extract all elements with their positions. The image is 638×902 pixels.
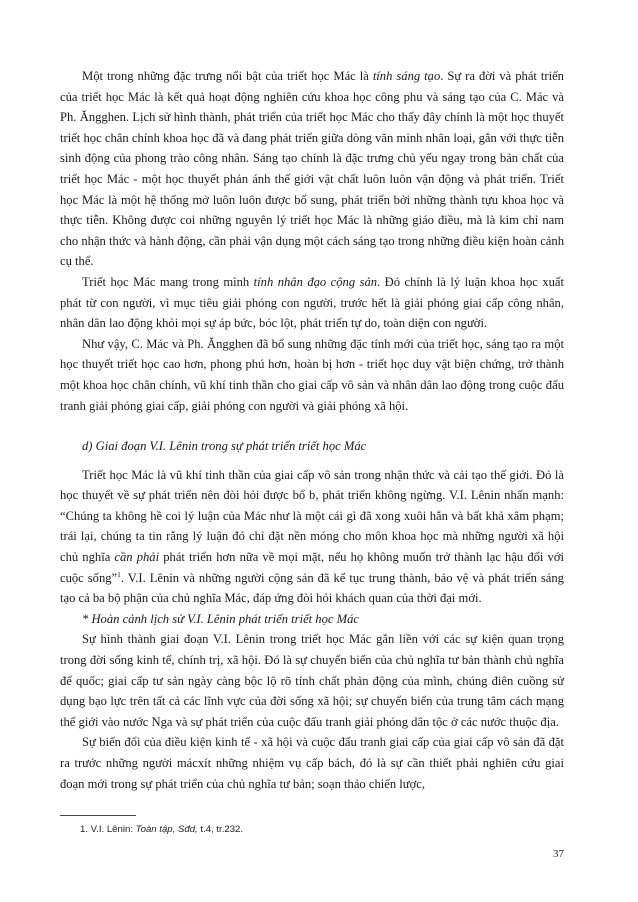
text-run: Triết học Mác mang trong mình	[82, 274, 254, 289]
paragraph-lenin-intro	[60, 465, 564, 609]
text-run: phát triển hơn nữa về mọi mặt, nếu họ không muốn trở thành lạc hậu đối với cuộc sống”	[60, 550, 565, 585]
body-text	[60, 66, 564, 794]
paragraph-humanism	[60, 272, 564, 334]
text-run: . Sự ra đời và phát triển của triết học Mác là kết quả hoạt động nghiên cứu khoa học công phu và sáng tạo của C. Mác và Ph. Ăngghen. Lịch sử hình thành, phát triển của triết học Mác cho thấy đây chính là một học thuyết triết học chân chính khoa học đã và đang phát triển giữa dòng văn minh nhân loại, gắn với thực tiễn sinh động của phong trào công nhân. Sáng tạo chính là đặc trưng chủ yếu ngay trong bản chất của triết học Mác - một học thuyết phản ánh thế giới vật chất luôn luôn vận động và phát triển. Triết học Mác là một hệ thống mở luôn luôn được bổ sung, phát triển bởi những thành tựu khoa học và thực tiễn. Không được coi những nguyên lý triết học Mác là những giáo điều, mà là kim chỉ nam cho nhận thức và hành động, cần phải vận dụng một cách sáng tạo trong những điều kiện hoàn cảnh cụ thể.	[60, 69, 564, 269]
footnote-marker[interactable]: 1	[117, 569, 121, 579]
text-run: . V.I. Lênin và những người cộng sản đã kế tục trung thành, bảo vệ và phát triển sáng tạo cả ba bộ phận của chủ nghĩa Mác, đáp ứng đòi hỏi khách quan của thời đại mới.	[60, 570, 564, 606]
emphasis: cần phải	[114, 550, 160, 565]
footnote-emphasis: Toàn tập, Sđd,	[135, 824, 198, 835]
paragraph-economic-changes: Sự biến đổi của điều kiện kinh tế - xã hội và cuộc đấu tranh giai cấp của giai cấp vô sản đã đặt ra trước những người mácxít những nhiệm vụ cấp bách, đó là sự cần thiết phải nghiên cứu giai đoạn mới trong sự phát triển của chủ nghĩa tư bản; soạn thảo chiến lược,	[60, 735, 564, 791]
paragraph-historical-context: Sự hình thành giai đoạn V.I. Lênin trong triết học Mác gắn liền với các sự kiện quan trọng trong đời sống kinh tế, chính trị, xã hội. Đó là sự chuyển biến của chủ nghĩa tư bản thành chủ nghĩa đế quốc; giai cấp tư sản ngày càng bộc lộ rõ tính chất phản động của mình, chúng điên cuồng sử dụng bạo lực trên tất cả các lĩnh vực của đời sống xã hội; sự chuyển biến của trung tâm cách mạng thế giới vào nước Nga và sự phát triển của cuộc đấu tranh giải phóng dân tộc ở các nước thuộc địa.	[60, 632, 564, 729]
emphasis: tính sáng tạo	[372, 69, 441, 83]
page-number: 37	[553, 848, 564, 860]
emphasis: tính nhân đạo cộng sản	[253, 274, 378, 289]
text-run: Một trong những đặc trưng nổi bật của triết học Mác là	[82, 69, 373, 83]
footnote-text: t.4, tr.232.	[197, 824, 244, 835]
footnote	[80, 824, 243, 835]
paragraph-creativity	[60, 66, 564, 272]
footnote-divider	[60, 815, 136, 816]
text-run: Triết học Mác là vũ khí tinh thần của giai cấp vô sản trong nhận thức và cải tạo thế giới. Đó là học thuyết về sự phát triển nên đòi hỏi được bổ b, phát triển không ngừng. V.I. Lênin nhấn mạnh: “Chúng ta không hề coi lý luận của Mác như là một cái gì đã xong xuôi hẳn và bất khả xâm phạm; trái lại, chúng ta tin rằng lý luận đó chỉ đặt nền móng cho môn khoa học mà những người xã hội chủ nghĩa	[60, 467, 564, 565]
footnote-text: 1. V.I. Lênin:	[80, 824, 136, 835]
subheading-historical-context: * Hoàn cảnh lịch sử V.I. Lênin phát triển triết học Mác	[82, 611, 360, 626]
section-heading-d: d) Giai đoạn V.I. Lênin trong sự phát triển triết học Mác	[82, 439, 367, 454]
text-run: . Đó chính là lý luận khoa học xuất phát từ con người, vì mục tiêu giải phóng con người, trước hết là giải phóng giai cấp công nhân, nhân dân lao động khỏi mọi sự áp bức, bóc lột, phát triển tự do, toàn diện con người.	[60, 274, 565, 331]
paragraph-summary: Như vậy, C. Mác và Ph. Ăngghen đã bổ sung những đặc tính mới của triết học, sáng tạo ra một học thuyết triết học cao hơn, phong phú hơn, hoàn bị hơn - triết học duy vật biện chứng, trở thành một khoa học chân chính, vũ khí tinh thần cho giai cấp vô sản và nhân dân lao động trong cuộc đấu tranh giải phóng giai cấp, giải phóng con người và giải phóng xã hội.	[60, 336, 564, 413]
